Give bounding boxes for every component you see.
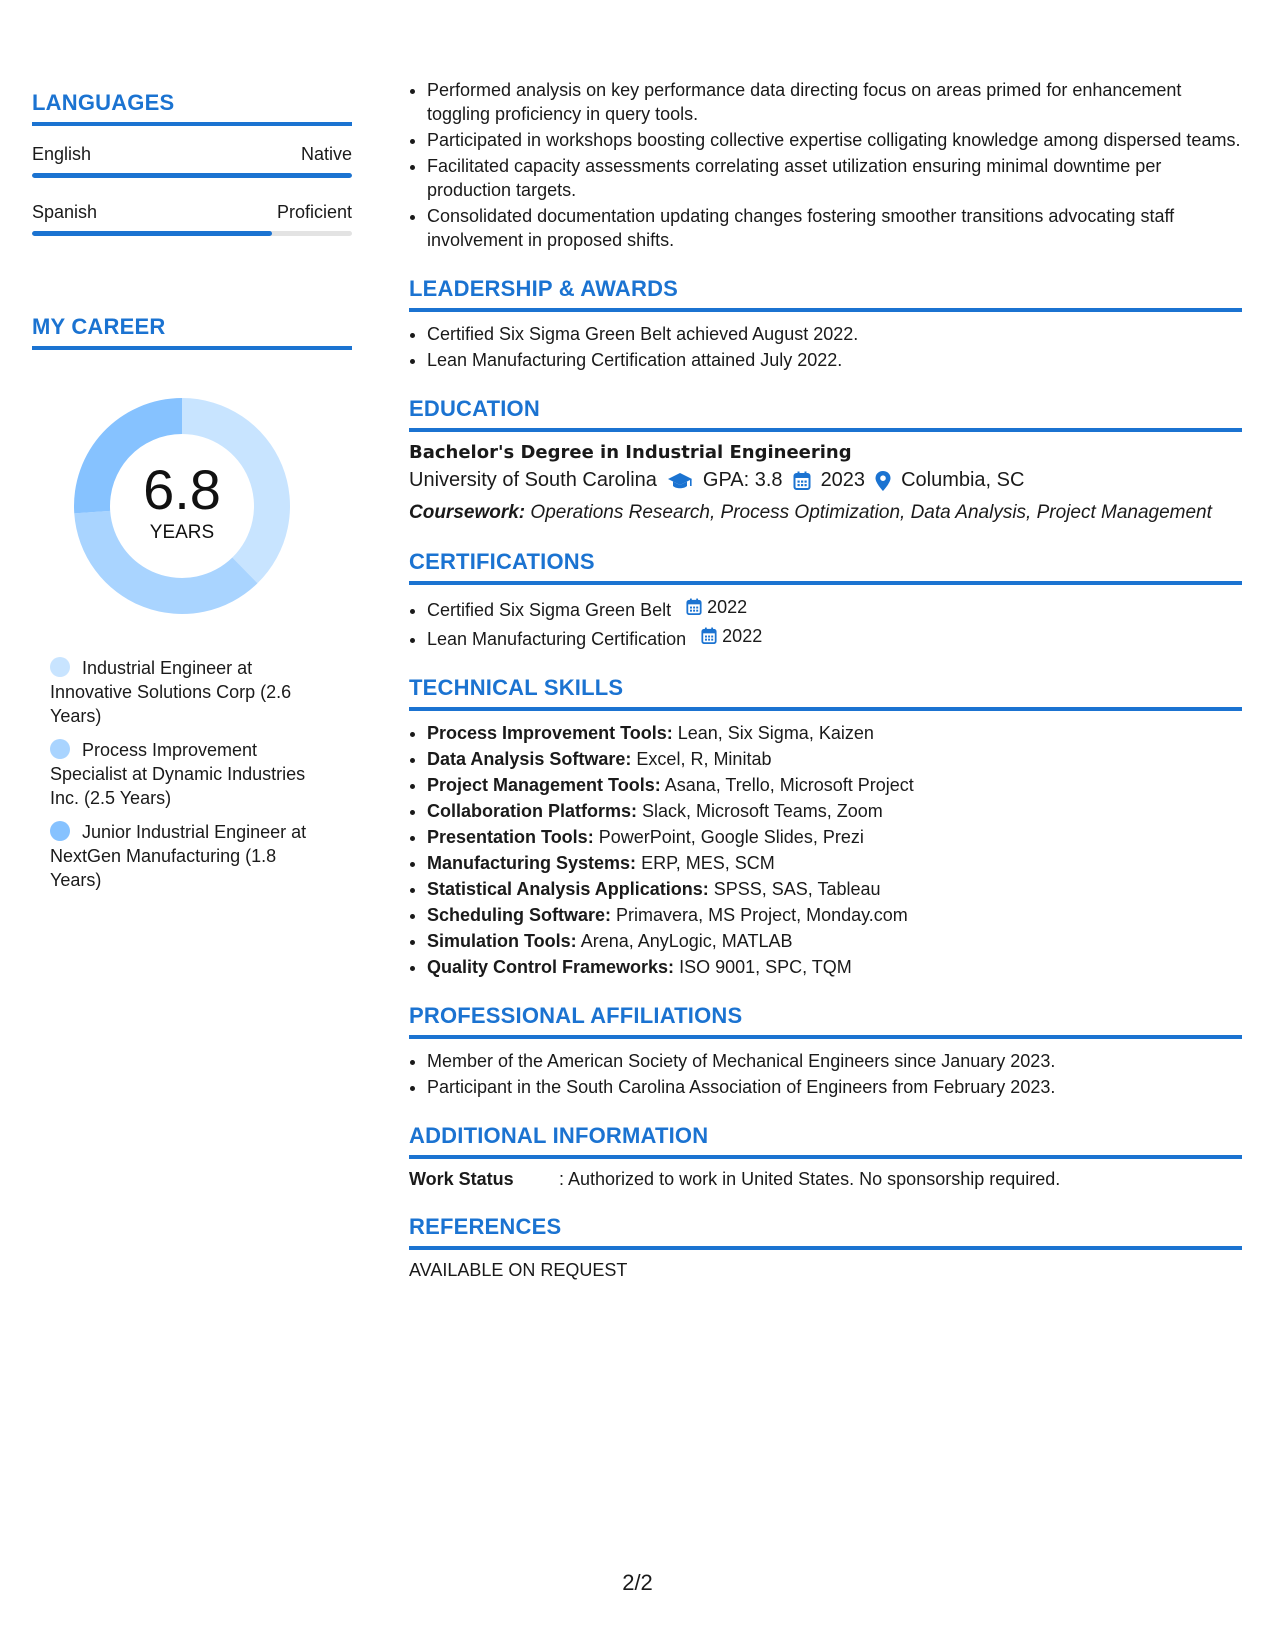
- list-item: • Data Analysis Software: Excel, R, Minitab: [427, 747, 1242, 771]
- career-total-years: 6.8: [143, 458, 221, 521]
- education-meta: [409, 469, 1242, 492]
- language-row: [32, 138, 352, 178]
- language-name: English: [32, 144, 92, 164]
- degree-title: Bachelor's Degree in Industrial Engineering: [409, 442, 852, 463]
- calendar-icon: [686, 598, 702, 616]
- experience-bullets: [409, 78, 1242, 252]
- skills-heading: TECHNICAL SKILLS: [409, 675, 1242, 711]
- career-heading: MY CAREER: [32, 314, 352, 350]
- list-item: • Participant in the South Carolina Association of Engineers from February 2023.: [427, 1075, 1242, 1099]
- career-section: [32, 314, 352, 892]
- language-level: Proficient: [276, 202, 352, 222]
- skills-list: [409, 721, 1242, 979]
- list-item: • Process Improvement Tools: Lean, Six Sigma, Kaizen: [427, 721, 1242, 745]
- gpa: GPA: 3.8: [702, 469, 783, 491]
- legend-dot-icon: [50, 821, 70, 841]
- language-row: [32, 196, 352, 236]
- list-item: • Presentation Tools: PowerPoint, Google Slides, Prezi: [427, 825, 1242, 849]
- coursework-label: Coursework:: [409, 502, 526, 523]
- leadership-heading: LEADERSHIP & AWARDS: [409, 276, 1242, 312]
- school-location: Columbia, SC: [901, 469, 1025, 491]
- list-item: • Certified Six Sigma Green Belt 2022: [427, 595, 1242, 622]
- languages-heading: LANGUAGES: [32, 90, 352, 126]
- leadership-list: [409, 322, 1242, 372]
- education-heading: EDUCATION: [409, 396, 1242, 432]
- career-legend: [50, 656, 352, 892]
- language-level: Native: [300, 144, 352, 164]
- work-status-row: [409, 1169, 1242, 1190]
- legend-dot-icon: [50, 657, 70, 677]
- coursework: [409, 500, 1242, 525]
- list-item: • Project Management Tools: Asana, Trello, Microsoft Project: [427, 773, 1242, 797]
- work-status-label: Work Status: [409, 1169, 514, 1189]
- list-item: • Lean Manufacturing Certification 2022: [427, 624, 1242, 651]
- career-legend-item: Process Improvement Specialist at Dynamic Industries Inc. (2.5 Years): [50, 740, 306, 808]
- location-pin-icon: [875, 471, 891, 491]
- list-item: • Lean Manufacturing Certification attained July 2022.: [427, 348, 1242, 372]
- list-item: • Scheduling Software: Primavera, MS Project, Monday.com: [427, 903, 1242, 927]
- career-legend-item: Junior Industrial Engineer at NextGen Manufacturing (1.8 Years): [50, 822, 307, 890]
- calendar-icon: [793, 471, 811, 491]
- affiliations-list: [409, 1049, 1242, 1099]
- additional-info-heading: ADDITIONAL INFORMATION: [409, 1123, 1242, 1159]
- list-item: • Performed analysis on key performance data directing focus on areas primed for enhancement toggling proficiency in query tools.: [427, 78, 1242, 126]
- language-name: Spanish: [32, 202, 98, 222]
- language-bar-fill: [32, 173, 352, 178]
- affiliations-heading: PROFESSIONAL AFFILIATIONS: [409, 1003, 1242, 1039]
- career-total-unit: YEARS: [149, 522, 215, 543]
- list-item: • Consolidated documentation updating changes fostering smoother transitions advocating staff involvement in proposed shifts.: [427, 204, 1242, 252]
- list-item: • Collaboration Platforms: Slack, Microsoft Teams, Zoom: [427, 799, 1242, 823]
- language-bar-fill: [32, 231, 272, 236]
- language-bar: [32, 231, 352, 236]
- graduation-year: 2023: [820, 469, 866, 491]
- list-item: • Certified Six Sigma Green Belt achieved August 2022.: [427, 322, 1242, 346]
- list-item: • Facilitated capacity assessments correlating asset utilization ensuring minimal downtime per production targets.: [427, 154, 1242, 202]
- language-bar: [32, 173, 352, 178]
- calendar-icon: [701, 627, 717, 645]
- references-text: AVAILABLE ON REQUEST: [409, 1260, 628, 1280]
- school-name: University of South Carolina: [409, 469, 657, 491]
- career-donut-chart: [62, 386, 302, 626]
- list-item: • Manufacturing Systems: ERP, MES, SCM: [427, 851, 1242, 875]
- list-item: • Simulation Tools: Arena, AnyLogic, MATLAB: [427, 929, 1242, 953]
- legend-dot-icon: [50, 739, 70, 759]
- career-legend-item: Industrial Engineer at Innovative Solutions Corp (2.6 Years): [50, 658, 292, 726]
- list-item: • Quality Control Frameworks: ISO 9001, SPC, TQM: [427, 955, 1242, 979]
- graduation-cap-icon: [667, 471, 693, 491]
- work-status-value: : Authorized to work in United States. No sponsorship required.: [559, 1169, 1061, 1189]
- list-item: • Member of the American Society of Mechanical Engineers since January 2023.: [427, 1049, 1242, 1073]
- cert-year: 2022: [722, 626, 763, 646]
- left-column: [32, 90, 352, 902]
- right-column: [409, 78, 1242, 1281]
- cert-year: 2022: [707, 597, 748, 617]
- list-item: • Statistical Analysis Applications: SPSS, SAS, Tableau: [427, 877, 1242, 901]
- certifications-list: [409, 595, 1242, 651]
- list-item: • Participated in workshops boosting collective expertise colligating knowledge among dispersed teams.: [427, 128, 1242, 152]
- certifications-heading: CERTIFICATIONS: [409, 549, 1242, 585]
- page-number: 2/2: [622, 1570, 653, 1595]
- coursework-list: Operations Research, Process Optimization, Data Analysis, Project Management: [530, 502, 1212, 523]
- references-heading: REFERENCES: [409, 1214, 1242, 1250]
